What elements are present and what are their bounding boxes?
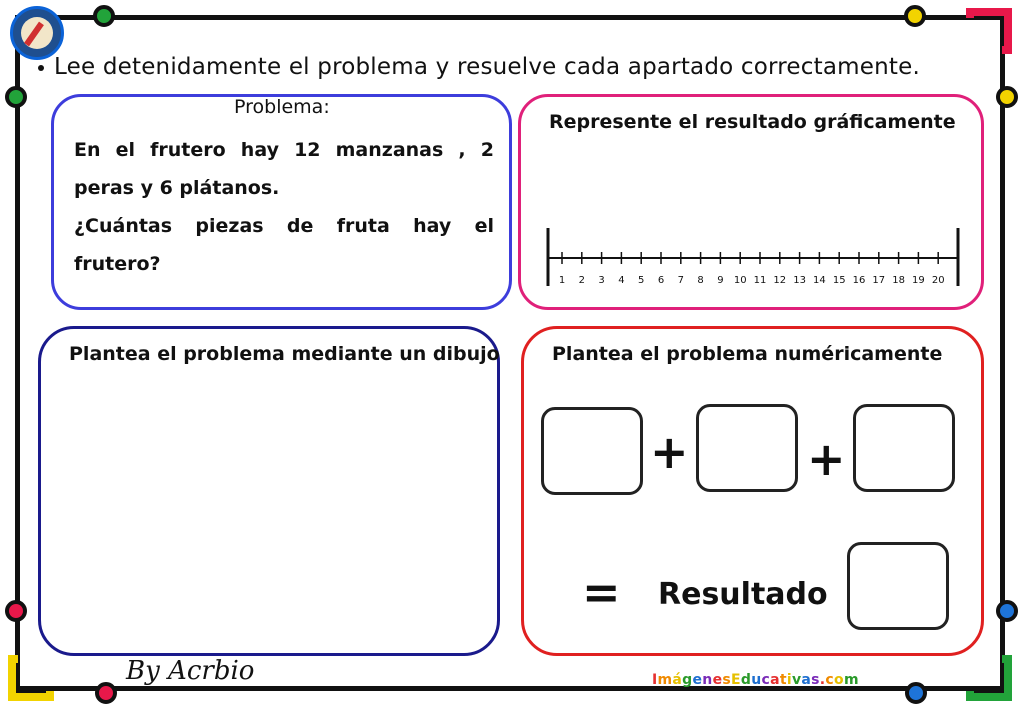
website-letter: e bbox=[692, 672, 703, 688]
decor-dot-red-left bbox=[5, 600, 27, 622]
website-letter: E bbox=[731, 672, 741, 688]
drawing-area[interactable] bbox=[61, 379, 477, 633]
decor-dot-yellow-top bbox=[904, 5, 926, 27]
number-line-tick-label: 13 bbox=[793, 275, 806, 286]
number-line-tick-label: 2 bbox=[578, 275, 585, 286]
number-line-tick-label: 6 bbox=[657, 275, 665, 286]
graph-panel bbox=[518, 94, 984, 310]
drawing-title: Plantea el problema mediante un dibujo bbox=[69, 343, 500, 365]
website-letter: e bbox=[712, 672, 723, 688]
website-letter: s bbox=[722, 672, 731, 688]
instruction-line bbox=[38, 54, 920, 80]
website-letter: o bbox=[834, 672, 844, 688]
website-letter: a bbox=[801, 672, 812, 688]
website-letter: m bbox=[657, 672, 673, 688]
website-letter: c bbox=[761, 672, 771, 688]
number-line-tick-label: 12 bbox=[773, 275, 787, 286]
website-letter: d bbox=[740, 672, 752, 688]
decor-dot-green-left bbox=[5, 86, 27, 108]
decor-dot-red-bottom bbox=[95, 682, 117, 704]
corner-decoration-bottom-left-inner bbox=[16, 663, 46, 693]
website-letter: v bbox=[791, 672, 802, 688]
addend-box-1[interactable] bbox=[541, 407, 643, 495]
bullet-icon bbox=[38, 65, 44, 71]
number-line-tick-label: 4 bbox=[618, 275, 625, 286]
website-label bbox=[652, 672, 859, 688]
website-letter: a bbox=[770, 672, 780, 688]
plus-sign-1: + bbox=[650, 425, 689, 479]
number-line-tick-label: 10 bbox=[733, 275, 747, 286]
result-label: Resultado bbox=[658, 577, 828, 612]
number-line-tick-label: 18 bbox=[892, 275, 905, 286]
author-logo bbox=[10, 6, 64, 60]
number-line-tick-label: 3 bbox=[598, 275, 605, 286]
website-letter: s bbox=[811, 672, 820, 688]
number-line-tick-label: 19 bbox=[912, 275, 925, 286]
corner-decoration-bottom-right-inner bbox=[974, 663, 1004, 693]
result-box[interactable] bbox=[847, 542, 949, 630]
problem-statement bbox=[74, 131, 494, 283]
author-signature: By Acrbio bbox=[126, 656, 255, 686]
number-line-tick-label: 5 bbox=[638, 275, 645, 286]
website-letter: I bbox=[652, 672, 658, 688]
website-letter: t bbox=[779, 672, 787, 688]
addend-box-3[interactable] bbox=[853, 404, 955, 492]
decor-dot-blue-right bbox=[996, 600, 1018, 622]
number-line-tick-label: 8 bbox=[697, 275, 704, 286]
corner-decoration-top-right-inner bbox=[974, 16, 1004, 46]
problem-line-2: ¿Cuántas piezas de fruta hay el frutero? bbox=[74, 215, 494, 275]
number-line-tick-label: 16 bbox=[852, 275, 866, 286]
website-letter: i bbox=[786, 672, 792, 688]
graph-title: Represente el resultado gráficamente bbox=[549, 111, 956, 133]
number-line-tick-label: 11 bbox=[753, 275, 767, 286]
equals-sign: = bbox=[582, 565, 621, 619]
decor-dot-green-top bbox=[93, 5, 115, 27]
decor-dot-blue-bottom bbox=[905, 682, 927, 704]
website-letter: g bbox=[682, 672, 693, 688]
number-line-tick-label: 15 bbox=[832, 275, 846, 286]
drawing-panel bbox=[38, 326, 500, 656]
number-line-tick-label: 20 bbox=[931, 275, 945, 286]
website-letter: u bbox=[751, 672, 762, 688]
problem-panel bbox=[51, 94, 512, 310]
numeric-title: Plantea el problema numéricamente bbox=[552, 343, 943, 365]
number-line-tick-label: 7 bbox=[677, 275, 684, 286]
number-line-tick-label: 9 bbox=[717, 275, 724, 286]
instruction-text: Lee detenidamente el problema y resuelve cada apartado correctamente. bbox=[54, 54, 920, 80]
problem-line-1: En el frutero hay 12 manzanas , 2 peras y 6 plátanos. bbox=[74, 139, 494, 199]
decor-dot-yellow-right bbox=[996, 86, 1018, 108]
addend-box-2[interactable] bbox=[696, 404, 798, 492]
problem-title: Problema: bbox=[234, 96, 330, 118]
numeric-panel bbox=[521, 326, 984, 656]
website-letter: m bbox=[843, 672, 859, 688]
number-line bbox=[543, 223, 963, 293]
number-line-tick-label: 14 bbox=[813, 275, 826, 286]
number-line-tick-label: 1 bbox=[558, 275, 566, 286]
number-line-tick-label: 17 bbox=[872, 275, 886, 286]
plus-sign-2: + bbox=[807, 432, 846, 486]
website-letter: c bbox=[825, 672, 835, 688]
website-letter: á bbox=[672, 672, 683, 688]
website-letter: . bbox=[819, 672, 826, 688]
website-letter: n bbox=[702, 672, 713, 688]
